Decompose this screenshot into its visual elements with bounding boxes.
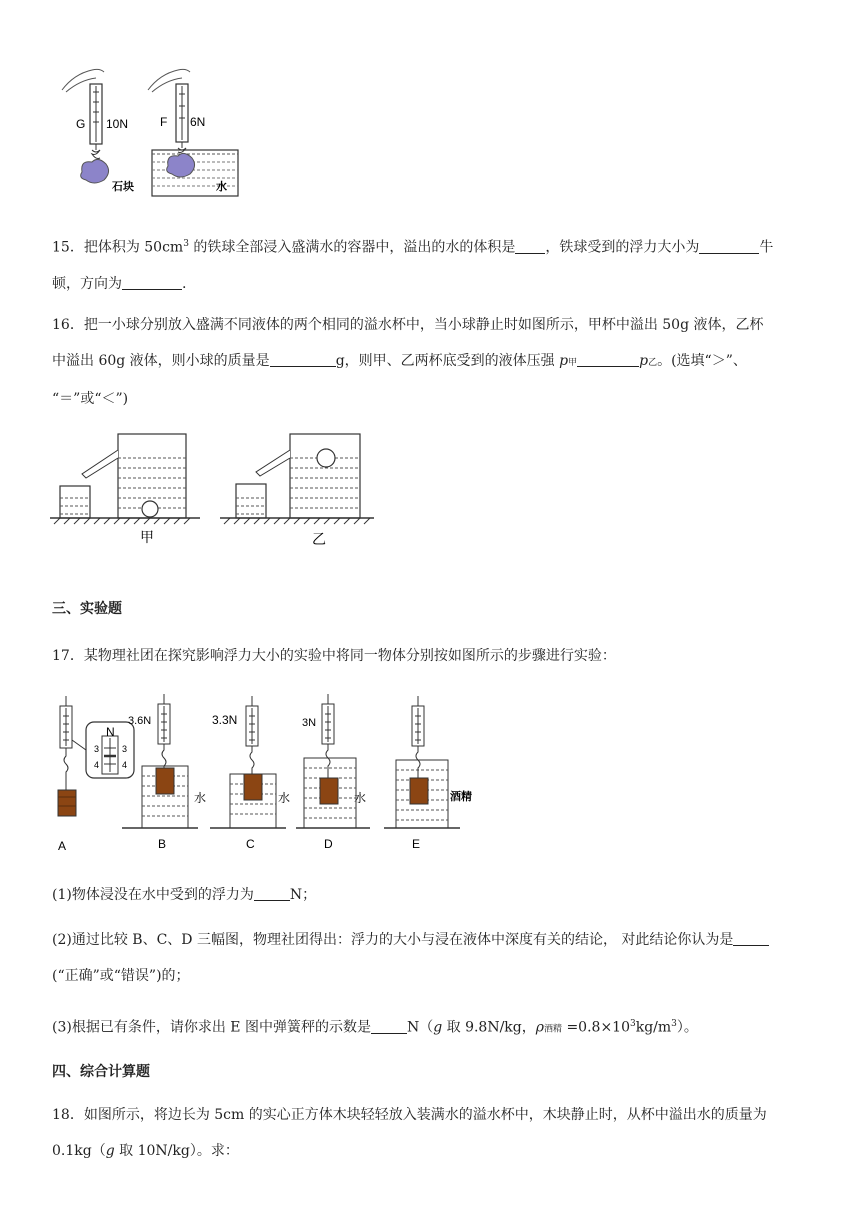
label-alcohol: 酒精 bbox=[450, 791, 472, 803]
label-b: B bbox=[158, 837, 167, 851]
step-d bbox=[296, 694, 370, 828]
answer-blank[interactable] bbox=[733, 931, 769, 946]
section-title-experiment: 三、实验题 bbox=[52, 601, 122, 617]
reading-g: 10N bbox=[106, 117, 129, 131]
answer-blank[interactable] bbox=[122, 275, 182, 290]
label-water: 水 bbox=[216, 181, 227, 193]
answer-blank[interactable] bbox=[699, 239, 759, 254]
svg-text:水: 水 bbox=[278, 791, 291, 805]
label-a: A bbox=[58, 839, 67, 853]
svg-text:4: 4 bbox=[122, 760, 128, 770]
label-yi: 乙 bbox=[312, 531, 326, 547]
figure-stone-weighing bbox=[52, 62, 242, 202]
step-a bbox=[58, 696, 134, 816]
svg-text:3: 3 bbox=[94, 744, 100, 754]
cup-yi bbox=[220, 434, 374, 524]
label-g: G bbox=[76, 117, 86, 131]
reading-b: 3.6N bbox=[128, 715, 152, 727]
label-stone: 石块 bbox=[112, 181, 134, 193]
question-16: 16．把一小球分别放入盛满不同液体的两个相同的溢水杯中，当小球静止时如图所示，甲杯中溢出 50g 液体，乙杯 中溢出 60g 液体，则小球的质量是 g，则甲、乙两杯底受到的液体压强 p甲 p乙。(选填“＞”、 “＝”或“＜”) bbox=[52, 317, 764, 407]
cup-jia bbox=[50, 434, 200, 524]
question-17-sub1: (1)物体浸没在水中受到的浮力为 N； bbox=[52, 887, 317, 903]
answer-blank[interactable] bbox=[577, 352, 639, 367]
label-e: E bbox=[412, 837, 421, 851]
question-17: 17．某物理社团在探究影响浮力大小的实验中将同一物体分别按如图所示的步骤进行实验： bbox=[52, 648, 616, 664]
figure-overflow-cups bbox=[50, 428, 380, 552]
question-number: 16 bbox=[52, 317, 70, 333]
label-f: F bbox=[160, 115, 168, 129]
figure-buoyancy-steps bbox=[50, 694, 480, 854]
scale-unit: N bbox=[106, 725, 115, 739]
svg-text:水: 水 bbox=[354, 791, 367, 805]
answer-blank[interactable] bbox=[371, 1019, 407, 1034]
question-17-sub2: (2)通过比较 B、C、D 三幅图，物理社团得出：浮力的大小与浸在液体中深度有关的结论， 对此结论你认为是 (“正确”或“错误”)的； bbox=[52, 922, 812, 994]
reading-d: 3N bbox=[302, 717, 317, 729]
label-d: D bbox=[324, 837, 333, 851]
question-number: 18 bbox=[52, 1107, 70, 1123]
question-15: 15．把体积为 $50cm^3$ 的铁球全部浸入盛满水的容器中，溢出的水的体积是 ，铁球受到的浮力大小为 牛 顿，方向为 . bbox=[52, 239, 774, 292]
answer-blank[interactable] bbox=[254, 886, 290, 901]
svg-text:3: 3 bbox=[122, 744, 128, 754]
svg-text:水: 水 bbox=[194, 791, 207, 805]
label-c: C bbox=[246, 837, 255, 851]
answer-blank[interactable] bbox=[515, 239, 545, 254]
answer-blank[interactable] bbox=[270, 352, 336, 367]
question-18: 18．如图所示，将边长为 5cm 的实心正方体木块轻轻放入装满水的溢水杯中，木块静止时，从杯中溢出水的质量为 0.1kg（g 取 10N/kg）。求： bbox=[52, 1107, 767, 1159]
question-17-sub3: (3)根据已有条件，请你求出 E 图中弹簧秤的示数是 N（g 取 9.8N/kg，ρ酒精 $=0.8\times 10^3kg/m^3$）。 bbox=[52, 1019, 698, 1036]
question-number: 15 bbox=[52, 239, 70, 256]
section-title-calculation: 四、综合计算题 bbox=[52, 1064, 150, 1080]
svg-text:4: 4 bbox=[94, 760, 100, 770]
question-number: 17 bbox=[52, 648, 70, 664]
reading-f: 6N bbox=[190, 115, 206, 129]
label-jia: 甲 bbox=[140, 529, 154, 545]
reading-c: 3.3N bbox=[212, 713, 238, 727]
step-e bbox=[384, 696, 460, 828]
scale-in-water bbox=[148, 69, 238, 196]
